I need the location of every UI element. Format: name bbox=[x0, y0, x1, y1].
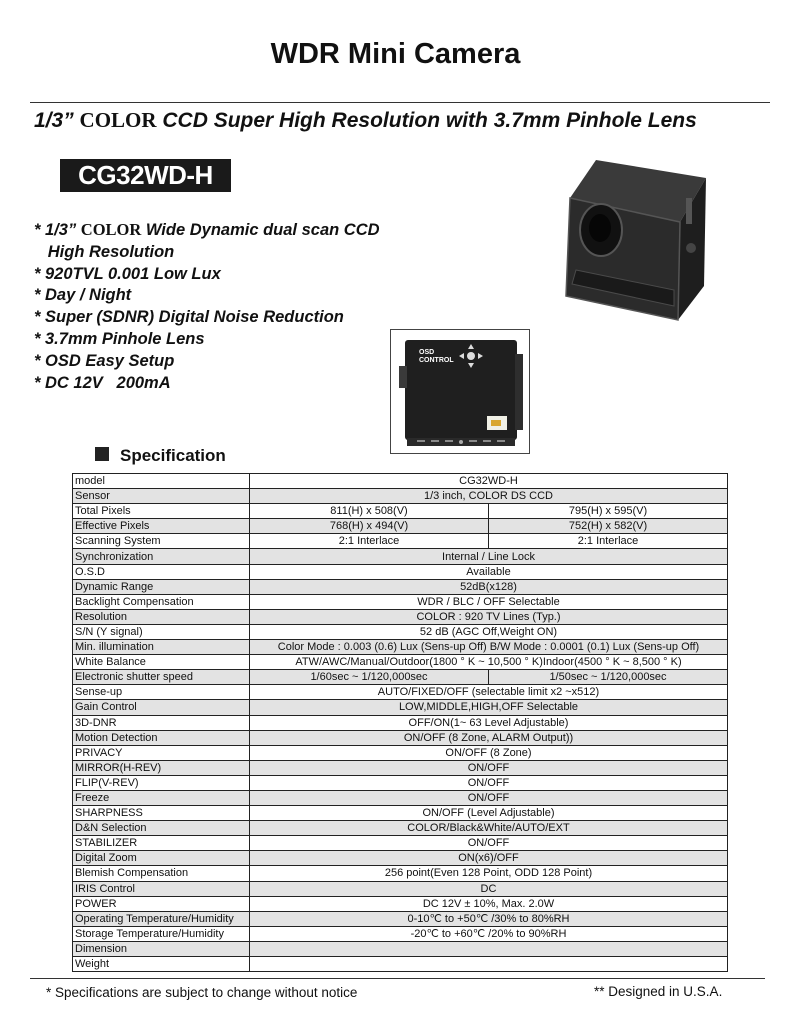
spec-value: Color Mode : 0.003 (0.6) Lux (Sens-up Off) B/W Mode : 0.0001 (0.1) Lux (Sens-up Off) bbox=[250, 640, 728, 655]
footnote-origin: ** Designed in U.S.A. bbox=[594, 984, 723, 999]
table-row bbox=[73, 594, 728, 609]
spec-label: Sense-up bbox=[73, 685, 250, 700]
spec-value: OFF/ON(1~ 63 Level Adjustable) bbox=[250, 715, 728, 730]
spec-label: STABILIZER bbox=[73, 836, 250, 851]
spec-value: COLOR : 920 TV Lines (Typ.) bbox=[250, 609, 728, 624]
spec-label: Gain Control bbox=[73, 700, 250, 715]
table-row bbox=[73, 911, 728, 926]
table-row bbox=[73, 609, 728, 624]
table-row bbox=[73, 715, 728, 730]
feature-item bbox=[34, 264, 380, 286]
feature-item bbox=[34, 373, 380, 395]
spec-heading-bullet bbox=[95, 447, 109, 461]
table-row bbox=[73, 851, 728, 866]
feature-text: * Super (SDNR) Digital Noise Reduction bbox=[34, 308, 344, 327]
spec-value: ON/OFF bbox=[250, 775, 728, 790]
spec-label: PRIVACY bbox=[73, 745, 250, 760]
spec-label: FLIP(V-REV) bbox=[73, 775, 250, 790]
feature-text: * Day / Night bbox=[34, 286, 132, 305]
feature-item bbox=[34, 351, 380, 373]
spec-value: ON/OFF (Level Adjustable) bbox=[250, 806, 728, 821]
spec-value-ntsc: 1/60sec ~ 1/120,000sec bbox=[250, 670, 489, 685]
spec-table bbox=[72, 473, 728, 972]
feature-item bbox=[34, 242, 380, 264]
spec-value-ntsc: 768(H) x 494(V) bbox=[250, 519, 489, 534]
feature-item bbox=[34, 329, 380, 351]
spec-value: CG32WD-H bbox=[250, 474, 728, 489]
table-row bbox=[73, 700, 728, 715]
feature-text: Wide Dynamic dual scan CCD bbox=[141, 221, 380, 239]
spec-label: IRIS Control bbox=[73, 881, 250, 896]
osd-label-line1: OSD bbox=[419, 349, 435, 356]
spec-label: MIRROR(H-REV) bbox=[73, 760, 250, 775]
table-row bbox=[73, 655, 728, 670]
table-row bbox=[73, 821, 728, 836]
table-row bbox=[73, 624, 728, 639]
camera-front-photo bbox=[556, 158, 706, 323]
feature-text: * 920TVL 0.001 Low Lux bbox=[34, 264, 221, 283]
osd-label-line2: CONTROL bbox=[419, 357, 454, 364]
spec-value-ntsc: 2:1 Interlace bbox=[250, 534, 489, 549]
feature-list bbox=[34, 219, 380, 394]
table-row bbox=[73, 489, 728, 504]
table-row bbox=[73, 474, 728, 489]
spec-value: COLOR/Black&White/AUTO/EXT bbox=[250, 821, 728, 836]
spec-value-ntsc: 811(H) x 508(V) bbox=[250, 504, 489, 519]
spec-value bbox=[250, 957, 728, 972]
spec-label: 3D-DNR bbox=[73, 715, 250, 730]
spec-value-pal: 752(H) x 582(V) bbox=[489, 519, 728, 534]
spec-label: Backlight Compensation bbox=[73, 594, 250, 609]
table-row bbox=[73, 504, 728, 519]
table-row bbox=[73, 730, 728, 745]
table-row bbox=[73, 806, 728, 821]
spec-value: 0-10℃ to +50℃ /30% to 80%RH bbox=[250, 911, 728, 926]
spec-value: ON/OFF bbox=[250, 760, 728, 775]
table-row bbox=[73, 745, 728, 760]
table-row bbox=[73, 926, 728, 941]
table-row bbox=[73, 957, 728, 972]
table-row bbox=[73, 896, 728, 911]
spec-label: Blemish Compensation bbox=[73, 866, 250, 881]
spec-label: model bbox=[73, 474, 250, 489]
subtitle-post: CCD Super High Resolution with 3.7mm Pinhole Lens bbox=[156, 109, 697, 132]
spec-value: Internal / Line Lock bbox=[250, 549, 728, 564]
spec-label: Operating Temperature/Humidity bbox=[73, 911, 250, 926]
spec-value: 52 dB (AGC Off,Weight ON) bbox=[250, 624, 728, 639]
table-row bbox=[73, 534, 728, 549]
table-row bbox=[73, 760, 728, 775]
page-title: WDR Mini Camera bbox=[270, 38, 521, 70]
spec-label: Scanning System bbox=[73, 534, 250, 549]
spec-label: Electronic shutter speed bbox=[73, 670, 250, 685]
spec-value: AUTO/FIXED/OFF (selectable limit x2 ~x512) bbox=[250, 685, 728, 700]
spec-value: ON/OFF (8 Zone, ALARM Output)) bbox=[250, 730, 728, 745]
table-row bbox=[73, 866, 728, 881]
table-row bbox=[73, 836, 728, 851]
feature-text: * OSD Easy Setup bbox=[34, 351, 175, 370]
table-row bbox=[73, 881, 728, 896]
feature-color-word: COLOR bbox=[80, 220, 142, 239]
spec-value: ON(x6)/OFF bbox=[250, 851, 728, 866]
spec-label: SHARPNESS bbox=[73, 806, 250, 821]
table-row bbox=[73, 549, 728, 564]
spec-label: Effective Pixels bbox=[73, 519, 250, 534]
spec-label: Weight bbox=[73, 957, 250, 972]
spec-value: DC bbox=[250, 881, 728, 896]
table-row bbox=[73, 941, 728, 956]
spec-label: Freeze bbox=[73, 790, 250, 805]
model-badge: CG32WD-H bbox=[60, 159, 231, 192]
footnote-disclaimer: * Specifications are subject to change without notice bbox=[46, 985, 358, 1000]
camera-back-photo bbox=[390, 329, 530, 454]
spec-label: Dynamic Range bbox=[73, 579, 250, 594]
spec-label: Sensor bbox=[73, 489, 250, 504]
table-row bbox=[73, 775, 728, 790]
table-row bbox=[73, 579, 728, 594]
spec-label: Storage Temperature/Humidity bbox=[73, 926, 250, 941]
feature-text: * 3.7mm Pinhole Lens bbox=[34, 329, 205, 348]
table-row bbox=[73, 670, 728, 685]
spec-label: Motion Detection bbox=[73, 730, 250, 745]
spec-label: Min. illumination bbox=[73, 640, 250, 655]
spec-label: O.S.D bbox=[73, 564, 250, 579]
feature-item bbox=[34, 219, 380, 242]
spec-value-pal: 1/50sec ~ 1/120,000sec bbox=[489, 670, 728, 685]
spec-value: -20℃ to +60℃ /20% to 90%RH bbox=[250, 926, 728, 941]
top-divider bbox=[30, 102, 770, 103]
spec-value: 256 point(Even 128 Point, ODD 128 Point) bbox=[250, 866, 728, 881]
spec-value: ATW/AWC/Manual/Outdoor(1800 ° K ~ 10,500 ° K)Indoor(4500 ° K ~ 8,500 ° K) bbox=[250, 655, 728, 670]
table-row bbox=[73, 564, 728, 579]
feature-text: * DC 12V 200mA bbox=[34, 373, 171, 392]
page-subtitle bbox=[34, 108, 697, 133]
table-row bbox=[73, 640, 728, 655]
spec-label: S/N (Y signal) bbox=[73, 624, 250, 639]
spec-value: ON/OFF bbox=[250, 836, 728, 851]
spec-label: POWER bbox=[73, 896, 250, 911]
spec-value bbox=[250, 941, 728, 956]
spec-label: Digital Zoom bbox=[73, 851, 250, 866]
spec-value: 52dB(x128) bbox=[250, 579, 728, 594]
spec-label: White Balance bbox=[73, 655, 250, 670]
spec-value: Available bbox=[250, 564, 728, 579]
spec-value-pal: 2:1 Interlace bbox=[489, 534, 728, 549]
table-row bbox=[73, 519, 728, 534]
spec-value: 1/3 inch, COLOR DS CCD bbox=[250, 489, 728, 504]
feature-text: High Resolution bbox=[34, 242, 175, 261]
spec-label: Total Pixels bbox=[73, 504, 250, 519]
feature-text: * 1/3” bbox=[34, 221, 81, 239]
spec-label: Dimension bbox=[73, 941, 250, 956]
spec-value: ON/OFF (8 Zone) bbox=[250, 745, 728, 760]
spec-label: D&N Selection bbox=[73, 821, 250, 836]
subtitle-pre: 1/3” bbox=[34, 109, 80, 132]
subtitle-color-word: COLOR bbox=[79, 108, 157, 132]
spec-label: Synchronization bbox=[73, 549, 250, 564]
spec-value: DC 12V ± 10%, Max. 2.0W bbox=[250, 896, 728, 911]
spec-value: WDR / BLC / OFF Selectable bbox=[250, 594, 728, 609]
spec-value: ON/OFF bbox=[250, 790, 728, 805]
spec-label: Resolution bbox=[73, 609, 250, 624]
spec-value-pal: 795(H) x 595(V) bbox=[489, 504, 728, 519]
table-row bbox=[73, 685, 728, 700]
table-row bbox=[73, 790, 728, 805]
bottom-divider bbox=[30, 978, 765, 979]
spec-heading: Specification bbox=[120, 446, 226, 465]
spec-value: LOW,MIDDLE,HIGH,OFF Selectable bbox=[250, 700, 728, 715]
feature-item bbox=[34, 307, 380, 329]
osd-joystick-icon bbox=[467, 352, 475, 360]
feature-item bbox=[34, 285, 380, 307]
